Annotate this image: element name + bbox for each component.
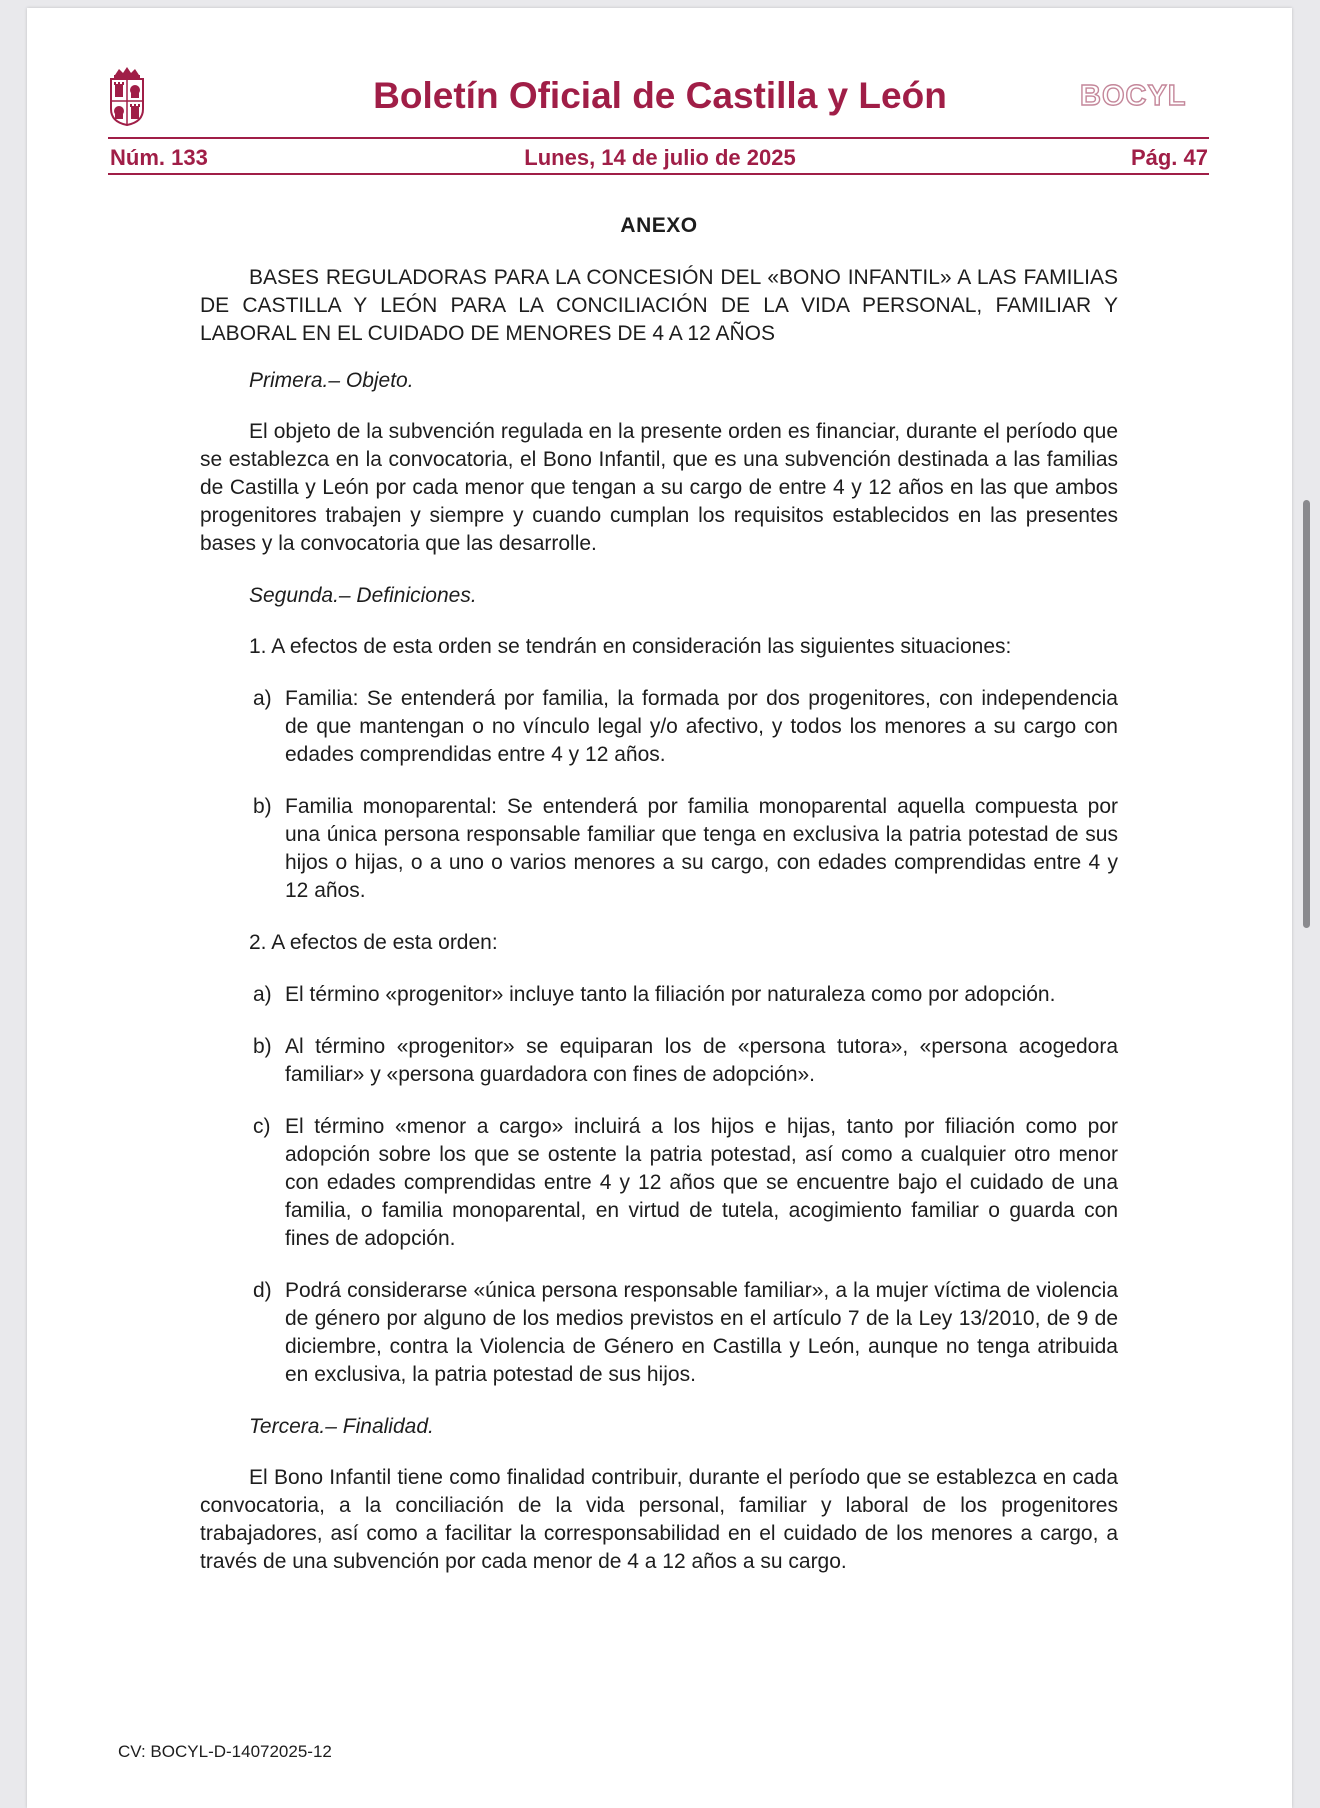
list-item-label: b): [253, 1035, 272, 1058]
header-top-rule: [108, 137, 1209, 139]
coat-of-arms-icon: [108, 66, 146, 126]
list-item-label: c): [253, 1115, 271, 1138]
cv-code: CV: BOCYL-D-14072025-12: [118, 1742, 332, 1761]
list-item-label: a): [253, 687, 272, 710]
list-item-label: a): [253, 983, 272, 1006]
list-item-text: Familia monoparental: Se entenderá por familia monoparental aquella compuesta por una única persona responsable familiar que tenga en exclusiva la patria potestad de sus hijos o hijas, o a uno o varios menores a su cargo, con edades comprendidas entre 4 y 12 años.: [285, 795, 1118, 902]
list-item-label: b): [253, 795, 272, 818]
point-2: 2. A efectos de esta orden:: [249, 931, 498, 954]
header-bottom-rule: [108, 173, 1209, 175]
list-item: [200, 793, 1118, 905]
page-number: Pág. 47: [1130, 145, 1208, 170]
section-title-tercera: Tercera.– Finalidad.: [249, 1415, 434, 1438]
list-item-text: Al término «progenitor» se equiparan los de «persona tutora», «persona acogedora familiar» y «persona guardadora con fines de adopción».: [285, 1035, 1118, 1086]
bulletin-title: Boletín Oficial de Castilla y León: [373, 75, 947, 116]
issue-number: Núm. 133: [110, 145, 208, 170]
bocyl-brand-logo: BOCYL: [1080, 80, 1187, 112]
list-item-text: Familia: Se entenderá por familia, la formada por dos progenitores, con independencia de que mantengan o no vínculo legal y/o afectivo, y todos los menores a su cargo con edades comprendidas entre 4 y 12 años.: [285, 687, 1118, 766]
vertical-scrollbar[interactable]: [1303, 500, 1310, 928]
point-1: 1. A efectos de esta orden se tendrán en consideración las siguientes situaciones:: [249, 635, 1012, 658]
document-heading: BASES REGULADORAS PARA LA CONCESIÓN DEL «BONO INFANTIL» A LAS FAMILIAS DE CASTILLA Y LEÓN PARA LA CONCILIACIÓN DE LA VIDA PERSONAL, FAMILIAR Y LABORAL EN EL CUIDADO DE MENORES DE 4 A 12 AÑOS: [200, 266, 1118, 345]
list-item-text: El término «progenitor» incluye tanto la filiación por naturaleza como por adopción.: [285, 983, 1056, 1006]
list-item: [200, 1033, 1118, 1089]
section-title-primera: Primera.– Objeto.: [249, 369, 414, 392]
section-title-segunda: Segunda.– Definiciones.: [249, 584, 477, 607]
list-item: [200, 1113, 1118, 1253]
list-item-text: El término «menor a cargo» incluirá a los hijos e hijas, tanto por filiación como por adopción sobre los que se ostente la patria potestad, así como a cualquier otro menor con edades comprendidas entre 4 y 12 años que se encuentre bajo el cuidado de una familia, o familia monoparental, en virtud de tutela, acogimiento familiar o guarda con fines de adopción.: [285, 1115, 1118, 1250]
list-item-text: Podrá considerarse «única persona responsable familiar», a la mujer víctima de violencia de género por alguno de los medios previstos en el artículo 7 de la Ley 13/2010, de 9 de diciembre, contra la Violencia de Género en Castilla y León, aunque no tenga atribuida en exclusiva, la patria potestad de sus hijos.: [285, 1279, 1118, 1386]
annex-title: ANEXO: [620, 214, 698, 237]
list-item-label: d): [253, 1279, 272, 1302]
document-body: [200, 210, 1118, 1600]
list-item: [200, 981, 1118, 1009]
issue-date: Lunes, 14 de julio de 2025: [524, 145, 796, 170]
paragraph-finalidad: El Bono Infantil tiene como finalidad contribuir, durante el período que se establezca en cada convocatoria, a la conciliación de la vida personal, familiar y laboral de los progenitores trabajadores, así como a facilitar la corresponsabilidad en el cuidado de los menores a cargo, a través de una subvención por cada menor de 4 a 12 años a su cargo.: [200, 1466, 1118, 1573]
list-item: [200, 685, 1118, 769]
list-item: [200, 1277, 1118, 1389]
paragraph-objeto: El objeto de la subvención regulada en la presente orden es financiar, durante el período que se establezca en la convocatoria, el Bono Infantil, que es una subvención destinada a las familias de Castilla y León por cada menor que tengan a su cargo de entre 4 y 12 años en las que ambos progenitores trabajen y siempre y cuando cumplan los requisitos establecidos en las presentes bases y la convocatoria que las desarrolle.: [200, 420, 1118, 555]
